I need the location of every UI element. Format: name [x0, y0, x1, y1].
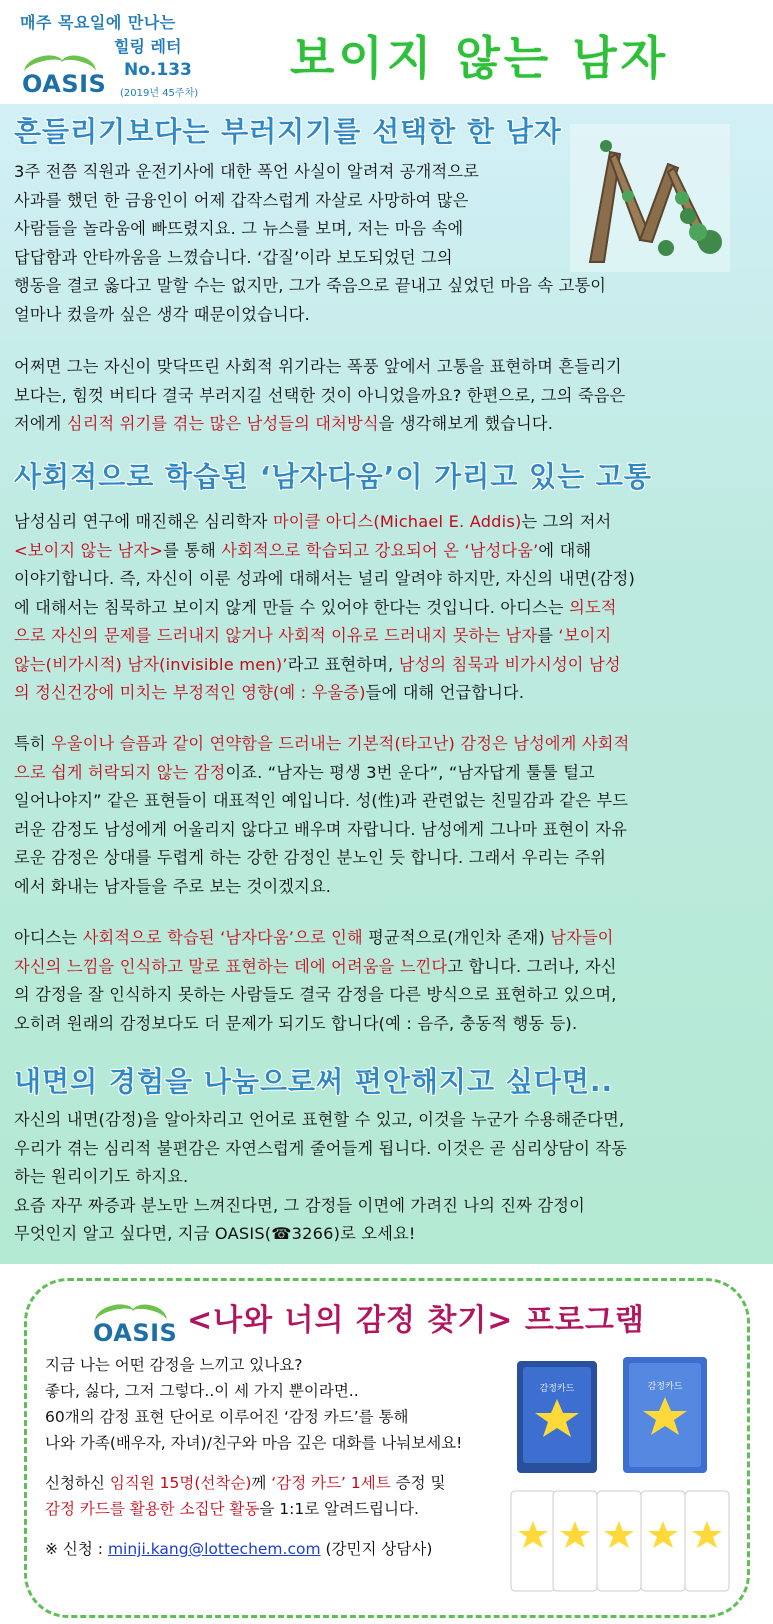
- apply-line: [45, 1537, 432, 1561]
- text-run: 께: [251, 1474, 272, 1492]
- text-line: 보다는, 힘껏 버티다 결국 부러지길 선택한 것이 아니었을까요? 한편으로, 그의 죽음은: [14, 385, 626, 405]
- text-run: 들에 대해 언급합니다.: [365, 683, 525, 702]
- text-line: 사과를 했던 한 금융인이 어제 갑작스럽게 자살로 사망하여 많은: [14, 190, 469, 210]
- text-line: [14, 537, 760, 566]
- text-run: 평균적으로(개인차 존재): [362, 928, 551, 947]
- text-line: 사람들을 놀라움에 빠뜨렸지요. 그 뉴스를 보며, 저는 마음 속에: [14, 219, 464, 238]
- card-label: 감정카드: [539, 1384, 575, 1394]
- highlight-text: 우울이나 슬픔과 같이 연약함을 드러내는 기본적(타고난) 감정은 남성에게 사회적: [51, 734, 630, 753]
- text-line: 하는 원리이기도 하지요.: [14, 1167, 189, 1186]
- highlight-text: 남성의 침묵과 비가시성이 남성: [398, 654, 621, 674]
- text-line: 무엇인지 알고 싶다면, 지금 OASIS(☎3266)로 오세요!: [14, 1224, 416, 1243]
- text-line: 3주 전쯤 직원과 운전기사에 대한 폭언 사실이 알려져 공개적으로: [14, 162, 480, 181]
- text-run: 고 합니다. 그러나, 자신: [447, 956, 617, 976]
- section1-paragraph-1: [14, 158, 574, 272]
- highlight-text: ‘감정 카드’ 1세트: [271, 1474, 391, 1492]
- highlight-text: 의 정신건강에 미치는 부정적인 영향(예 : 우울증): [14, 683, 366, 702]
- text-run: 이죠. “남자는 평생 3번 운다”, “남자답게 툴툴 털고: [225, 762, 595, 782]
- highlight-text: 의도적: [569, 597, 617, 617]
- card-label: 감정카드: [647, 1382, 683, 1392]
- text-run: 증정 및: [390, 1474, 446, 1492]
- section-title-1: 흔들리기보다는 부러지기를 선택한 한 남자: [14, 115, 562, 148]
- highlight-text: 임직원 15명(선착순): [109, 1474, 252, 1492]
- program-line: 나와 가족(배우자, 자녀)/친구와 마음 깊은 대화를 나눠보세요!: [45, 1434, 463, 1452]
- text-run: 특히: [14, 734, 52, 753]
- text-line: [14, 508, 760, 537]
- text-run: 을 1:1로 알려드립니다.: [259, 1500, 419, 1518]
- text-line: 우리가 겪는 심리적 불편감은 자연스럽게 줄어들게 됩니다. 이것은 곧 심리상담이 작동: [14, 1138, 628, 1158]
- section2-paragraph-3: [14, 924, 760, 1038]
- program-line: 좋다, 싫다, 그저 그렇다..이 세 가지 뿐이라면..: [45, 1382, 359, 1400]
- text-line: [14, 730, 760, 759]
- oasis-logo: [91, 1299, 179, 1349]
- section3-paragraph: [14, 1106, 760, 1249]
- text-line: 로운 감정은 상대를 두렵게 하는 강한 감정인 분노인 듯 합니다. 그래서 우리는 주위: [14, 848, 607, 867]
- tree-letter-illustration: [570, 124, 730, 272]
- text-line: [14, 651, 760, 680]
- emotion-card-set-image: [507, 1351, 737, 1607]
- text-run: 에 대해서는 침묵하고 보이지 않게 만들 수 있어야 한다는 것입니다. 아디스는: [14, 597, 570, 617]
- text-line: 이야기합니다. 즉, 자신이 이룬 성과에 대해서는 널리 알려야 하지만, 자신의 내면(감정): [14, 569, 635, 588]
- highlight-text: 남자들이: [550, 928, 614, 947]
- highlight-text: 으로 쉽게 허락되지 않는 감정: [14, 762, 226, 782]
- program-line: 60개의 감정 표현 단어로 이루어진 ‘감정 카드’를 통해: [45, 1408, 409, 1426]
- page-title: 보이지 않는 남자: [290, 31, 670, 85]
- text-line: 얼마나 컸을까 싶은 생각 때문이었습니다.: [14, 304, 310, 324]
- section2-paragraph-2: [14, 730, 760, 901]
- section2-paragraph-1: [14, 508, 760, 708]
- text-line: 러운 감정도 남성에게 어울리지 않다고 배우며 자랍니다. 남성에게 그나마 표현이 자유: [14, 819, 628, 839]
- highlight-text: 마이클 아디스(Michael E. Addis): [272, 512, 522, 531]
- text-run: 신청하신: [45, 1474, 110, 1492]
- highlight-text: 으로 자신의 문제를 드러내지 않거나 사회적 이유로 드러내지 못하는 남자: [14, 626, 538, 645]
- highlight-text: 심리적 위기를 겪는 많은 남성들의 대처방식: [66, 414, 379, 433]
- text-run: 저에게: [14, 414, 67, 433]
- text-run: 을 생각해보게 했습니다.: [378, 414, 554, 433]
- highlight-text: <보이지 않는 남자>: [14, 540, 164, 560]
- header: [0, 0, 773, 104]
- text-line: [14, 622, 760, 651]
- text-run: 는 그의 저서: [521, 512, 612, 531]
- oasis-logo: [20, 46, 108, 100]
- text-line: 에서 화내는 남자들을 주로 보는 것이겠지요.: [14, 876, 332, 896]
- section-title-3: 내면의 경험을 나눔으로써 편안해지고 싶다면..: [14, 1065, 614, 1098]
- section1-paragraph-2: [14, 353, 760, 439]
- text-line: [14, 759, 760, 788]
- program-line: 지금 나는 어떤 감정을 느끼고 있나요?: [45, 1356, 303, 1374]
- apply-contact: (강민지 상담사): [320, 1540, 433, 1558]
- text-line: 오히려 원래의 감정보다도 더 문제가 되기도 합니다(예 : 음주, 충동적 행동 등).: [14, 1013, 578, 1033]
- apply-label: ※ 신청 :: [45, 1540, 108, 1558]
- highlight-text: 감정 카드를 활용한 소집단 활동: [45, 1500, 260, 1518]
- text-line: [14, 679, 760, 708]
- text-run: 에 대해: [538, 540, 592, 560]
- text-line: 일어나야지” 같은 표현들이 대표적인 예입니다. 성(性)과 관련없는 친밀감과 같은 부드: [14, 791, 629, 810]
- text-line: [14, 410, 760, 439]
- highlight-text: 사회적으로 학습되고 강요되어 온 ‘남성다움’: [221, 540, 539, 560]
- text-line: 행동을 결코 옳다고 말할 수는 없지만, 그가 죽음으로 끝내고 싶었던 마음 속 고통이: [14, 276, 607, 295]
- text-line: 의 감정을 잘 인식하지 못하는 사람들도 결국 감정을 다른 방식으로 표현하고 있으며,: [14, 985, 617, 1004]
- text-line: 자신의 내면(감정)을 알아차리고 언어로 표현할 수 있고, 이것을 누군가 수용해준다면,: [14, 1110, 625, 1129]
- highlight-text: 않는(비가시적) 남자(invisible men)’: [14, 654, 288, 674]
- text-run: 아디스는: [14, 928, 83, 947]
- program-offer-line: [45, 1497, 419, 1521]
- apply-email-link[interactable]: minji.kang@lottechem.com: [107, 1540, 321, 1558]
- text-run: 를 통해: [163, 540, 222, 560]
- text-line: 요즘 자꾸 짜증과 분노만 느껴진다면, 그 감정들 이면에 가려진 나의 진짜 감정이: [14, 1195, 585, 1215]
- logo-text: OASIS: [22, 70, 107, 98]
- text-line: 답답함과 안타까움을 느꼈습니다. ‘갑질’이라 보도되었던 그의: [14, 247, 453, 267]
- program-title: <나와 너의 감정 찾기> 프로그램: [187, 1303, 645, 1338]
- issue-week: (2019년 45주차): [120, 88, 199, 99]
- issue-number: No.133: [124, 60, 192, 80]
- text-line: [14, 924, 760, 953]
- header-meta: [20, 8, 210, 100]
- text-line: [14, 953, 760, 982]
- program-offer-line: [45, 1471, 446, 1495]
- text-run: 라고 표현하며,: [287, 654, 399, 674]
- section1-paragraph-1-cont: [14, 272, 760, 329]
- text-run: 를: [537, 626, 559, 645]
- text-line: [14, 594, 760, 623]
- highlight-text: ‘보이지: [558, 626, 612, 645]
- header-weekly-text: 매주 목요일에 만나는: [20, 13, 176, 32]
- section-title-2: 사회적으로 학습된 ‘남자다움’이 가리고 있는 고통: [14, 460, 652, 493]
- text-line: 어쩌면 그는 자신이 맞닥뜨린 사회적 위기라는 폭풍 앞에서 고통을 표현하며 흔들리기: [14, 357, 622, 376]
- program-box: [24, 1278, 750, 1618]
- logo-text: OASIS: [93, 1319, 178, 1347]
- highlight-text: 자신의 느낌을 인식하고 말로 표현하는 데에 어려움을 느낀다: [14, 956, 448, 976]
- text-run: 남성심리 연구에 매진해온 심리학자: [14, 512, 273, 531]
- header-letter-text: 힐링 레터: [114, 37, 182, 56]
- highlight-text: 사회적으로 학습된 ‘남자다움’으로 인해: [82, 928, 363, 947]
